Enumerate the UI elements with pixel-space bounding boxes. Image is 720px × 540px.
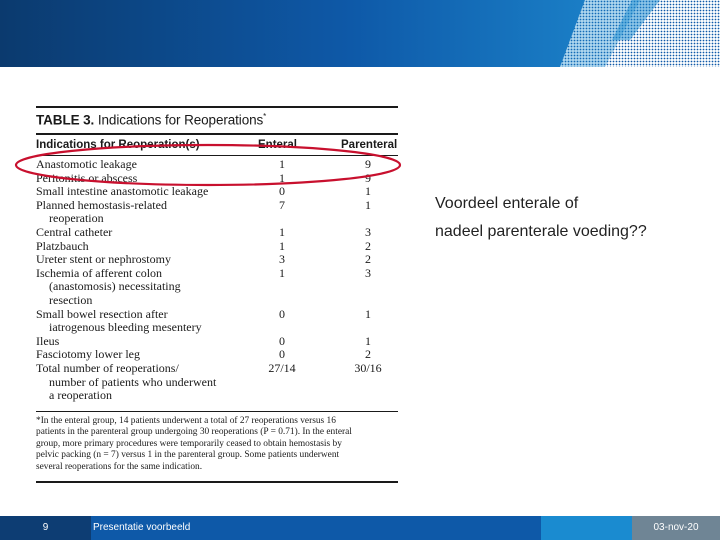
row-label: Small intestine anastomotic leakage [36, 184, 209, 199]
row-enteral: 1 [279, 265, 285, 280]
table-footnote [36, 416, 398, 473]
row-label: Planned hemostasis-related [36, 197, 167, 212]
row-parenteral: 9 [365, 157, 371, 171]
table-row [36, 308, 398, 322]
row-label: Peritonitis or abscess [36, 170, 138, 185]
row-enteral: 1 [279, 224, 285, 239]
row-enteral: 1 [279, 157, 285, 171]
row-label: Ischemia of afferent colon [36, 265, 163, 280]
row-label: Ileus [36, 333, 60, 348]
table-row [36, 240, 398, 254]
row-parenteral: 1 [365, 197, 371, 212]
table-row [36, 185, 398, 199]
row-enteral: 0 [279, 333, 285, 348]
column-header-enteral: Enteral [258, 139, 297, 151]
table-row [36, 321, 398, 335]
row-label: Anastomotic leakage [36, 157, 137, 171]
note-line-1: Voordeel enterale of [435, 195, 579, 212]
row-enteral: 3 [279, 252, 285, 267]
table-rows [36, 158, 398, 403]
row-enteral: 1 [279, 238, 285, 253]
highlight-ellipse [14, 143, 402, 187]
column-header-parenteral: Parenteral [341, 139, 398, 151]
table-row [36, 212, 398, 226]
row-parenteral: 1 [365, 184, 371, 199]
footer-accent [541, 516, 632, 540]
row-parenteral: 2 [365, 252, 371, 267]
banner-graphic [0, 0, 720, 67]
row-enteral: 27/14 [268, 360, 296, 375]
row-label: Ureter stent or nephrostomy [36, 252, 171, 267]
row-label: number of patients who underwent [49, 374, 217, 389]
table-row [36, 362, 398, 376]
footer-title: Presentatie voorbeeld [91, 516, 541, 540]
row-parenteral: 30/16 [354, 360, 382, 375]
table-row [36, 376, 398, 390]
row-parenteral: 1 [365, 306, 371, 321]
row-label: resection [49, 292, 93, 307]
row-parenteral: 3 [365, 265, 371, 280]
footnote-line: patients in the parenteral group undergoing 30 reoperations (P = 0.71). In the enteral [36, 427, 352, 438]
row-enteral: 1 [279, 170, 285, 185]
table-row [36, 389, 398, 403]
table-bottom-rule [36, 481, 398, 483]
footnote-line: several reoperations for the same indication. [36, 461, 203, 472]
row-label: Fasciotomy lower leg [36, 347, 140, 362]
row-enteral: 0 [279, 306, 285, 321]
row-parenteral: 2 [365, 238, 371, 253]
footnote-line: group, more primary procedures were temporarily ceased to obtain hemostasis by [36, 438, 342, 449]
row-label: Small bowel resection after [36, 306, 168, 321]
row-enteral: 0 [279, 184, 285, 199]
column-header-indication: Indications for Reoperation(s) [36, 139, 200, 151]
footnote-line: *In the enteral group, 14 patients underwent a total of 27 reoperations versus 16 [36, 416, 336, 426]
row-label: Platzbauch [36, 238, 89, 253]
footnote-line: pelvic packing (n = 7) versus 1 in the parenteral group. Some patients underwent [36, 450, 340, 461]
row-parenteral: 2 [365, 347, 371, 362]
table-top-rule [36, 106, 398, 108]
slide-number: 9 [0, 516, 91, 540]
row-enteral: 7 [279, 197, 285, 212]
table-row [36, 267, 398, 281]
row-label: iatrogenous bleeding mesentery [49, 320, 202, 335]
footer-date: 03-nov-20 [632, 516, 720, 540]
table-footnote-rule [36, 411, 398, 412]
row-label: reoperation [49, 211, 104, 226]
table-row [36, 335, 398, 349]
row-label: Central catheter [36, 224, 113, 239]
slide-note [435, 190, 647, 246]
table-row [36, 294, 398, 308]
row-label: a reoperation [49, 388, 112, 403]
row-label: Total number of reoperations/ [36, 360, 179, 375]
row-parenteral: 1 [365, 333, 371, 348]
footer-bar [0, 516, 720, 540]
row-parenteral: 9 [365, 170, 371, 185]
table-row [36, 199, 398, 213]
row-label: (anastomosis) necessitating [49, 279, 181, 294]
table-row [36, 226, 398, 240]
row-parenteral: 3 [365, 224, 371, 239]
table-row [36, 253, 398, 267]
table-row [36, 348, 398, 362]
row-enteral: 0 [279, 347, 285, 362]
table-title: TABLE 3. Indications for Reoperations* [36, 112, 267, 128]
note-line-2: nadeel parenterale voeding?? [435, 223, 647, 240]
table-row [36, 280, 398, 294]
table-header-rule [36, 133, 398, 135]
header-banner [0, 0, 720, 67]
